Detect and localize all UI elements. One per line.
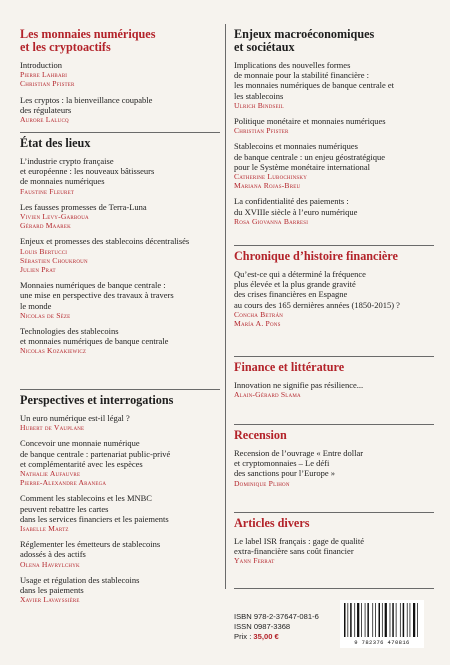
article-title: Monnaies numériques de banque centrale : une mise en perspective des travaux à travers le monde [20, 280, 174, 311]
article-authors [234, 217, 434, 226]
author-name: Christian Pfister [234, 126, 289, 136]
price-label: Prix : [234, 632, 254, 641]
issn-text: ISSN 0987-3368 [234, 622, 291, 631]
article-authors [234, 172, 434, 190]
article-authors [20, 70, 220, 88]
article-title: Recension de l’ouvrage « Entre dollar et cryptomonnaies – Le défi des sanctions pour l’Europe » [234, 448, 364, 479]
author-name: María A. Pons [234, 319, 281, 329]
article-entry [234, 116, 434, 135]
article-authors [20, 247, 220, 275]
author-name: Yann Ferrat [234, 556, 275, 566]
article-entry [20, 156, 220, 196]
author-name: Gérard Maarek [20, 221, 71, 231]
article-entry [234, 196, 434, 226]
article-authors [20, 595, 220, 604]
article-entry [234, 380, 434, 399]
article-entry [20, 60, 220, 89]
article-authors [20, 469, 220, 487]
article-entry [20, 95, 220, 125]
article-title: L’industrie crypto française et européenne : les nouveaux bâtisseurs de monnaies numériques [20, 156, 155, 187]
author-name: Sébastien Choukroun [20, 255, 88, 265]
barcode [340, 600, 424, 648]
article-entry [234, 141, 434, 190]
author-name: Catherine Lubochinsky [234, 172, 308, 182]
left-section-separator-1 [20, 132, 220, 133]
right-section-separator-2 [234, 356, 434, 357]
author-name: Hubert de Vauplane [20, 423, 85, 433]
author-name: Alain-Gérard Slama [234, 390, 301, 400]
article-authors [234, 479, 434, 488]
article-title: Stablecoins et monnaies numériques de banque centrale : un enjeu géostratégique pour le Système monétaire international [234, 141, 386, 172]
article-entry [20, 280, 220, 320]
section-title: Enjeux macroéconomiques et sociétaux [234, 27, 375, 54]
section-title: Articles divers [234, 516, 310, 530]
article-entry [20, 438, 220, 487]
price-line [234, 632, 319, 642]
article-title: Technologies des stablecoins et monnaies numériques de banque centrale [20, 326, 169, 347]
article-authors [20, 115, 220, 124]
barcode-number: 9 782376 470816 [354, 639, 410, 646]
author-name: Rosa Giovanna Barresi [234, 216, 309, 226]
section-title: Recension [234, 428, 287, 442]
column-divider [225, 24, 226, 589]
author-name: Aurore Lalucq [20, 115, 69, 125]
barcode-bars [344, 603, 420, 637]
article-entry [20, 413, 220, 432]
author-name: Nicolas de Sèze [20, 310, 71, 320]
article-authors [20, 212, 220, 230]
isbn-text: ISBN 978-2-37647-081-6 [234, 612, 319, 621]
section-enjeux-macroeconomiques-et-societaux [234, 28, 434, 232]
article-entry [20, 575, 220, 605]
author-name: Dominique Plihon [234, 478, 290, 488]
article-title: Comment les stablecoins et les MNBC peuvent rebattre les cartes dans les services financiers et les paiements [20, 493, 169, 524]
article-title: Les cryptos : la bienveillance coupable des régulateurs [20, 94, 153, 115]
article-authors [234, 556, 434, 565]
article-entry [234, 448, 434, 488]
article-authors [234, 310, 434, 328]
article-authors [20, 524, 220, 533]
article-title: Introduction [20, 60, 63, 70]
right-section-separator-4 [234, 512, 434, 513]
section-les-monnaies-numeriques-et-les-cryptoact [20, 28, 220, 130]
article-title: La confidentialité des paiements : du XVIIIe siècle à l’euro numérique [234, 196, 358, 217]
author-name: Ulrich Bindseil [234, 100, 284, 110]
section-articles-divers [234, 517, 434, 572]
article-title: Innovation ne signifie pas résilience... [234, 380, 364, 390]
article-title: Les fausses promesses de Terra-Luna [20, 201, 147, 212]
publication-info [234, 612, 319, 642]
section-finance-et-litterature [234, 361, 434, 405]
article-title: Usage et régulation des stablecoins dans les paiements [20, 574, 140, 596]
section-chronique-d-histoire-financiere [234, 250, 434, 334]
right-section-separator-1 [234, 245, 434, 246]
article-authors [234, 390, 434, 399]
article-title: Réglementer les émetteurs de stablecoins adossés à des actifs [20, 539, 161, 560]
price-value: 35,00 € [253, 632, 279, 641]
article-authors [20, 346, 220, 355]
article-authors [234, 101, 434, 110]
left-section-separator-2 [20, 389, 220, 390]
article-title: Enjeux et promesses des stablecoins décentralisés [20, 236, 190, 247]
author-name: Concha Betrán [234, 309, 284, 319]
author-name: Olena Havrylchyk [20, 559, 80, 569]
section-recension [234, 429, 434, 494]
article-title: Politique monétaire et monnaies numériques [234, 116, 386, 127]
section-title: Finance et littérature [234, 360, 345, 374]
article-entry [234, 60, 434, 110]
author-name: Vivien Levy-Garboua [20, 212, 89, 222]
author-name: Nicolas Kozakiewicz [20, 346, 87, 356]
article-entry [20, 493, 220, 533]
author-name: Christian Pfister [20, 79, 75, 89]
author-name: Faustine Fleuret [20, 186, 75, 196]
section-perspectives-et-interrogations [20, 394, 220, 610]
section-title: Chronique d’histoire financière [234, 249, 398, 263]
author-name: Xavier Lavayssière [20, 595, 80, 605]
author-name: Pierre Lahbabi [20, 70, 68, 80]
article-title: Un euro numérique est-il légal ? [20, 413, 130, 423]
article-entry [20, 539, 220, 569]
article-authors [234, 126, 434, 135]
article-title: Le label ISR français : gage de qualité extra-financière sans coût financier [234, 536, 365, 557]
author-name: Isabelle Martz [20, 524, 69, 534]
article-entry [20, 202, 220, 231]
author-name: Julien Prat [20, 265, 56, 275]
article-entry [20, 326, 220, 356]
author-name: Nathalie Aufauvre [20, 469, 81, 479]
article-title: Concevoir une monnaie numérique de banque centrale : partenariat public-privé et complémentarité avec les espèces [20, 438, 171, 469]
section-etat-des-lieux [20, 137, 220, 362]
article-entry [20, 236, 220, 274]
article-title: Implications des nouvelles formes de monnaie pour la stabilité financière : les monnaies numériques de banque centrale et les stablecoins [234, 60, 395, 101]
article-authors [20, 423, 220, 432]
section-title: Les monnaies numériques et les cryptoactifs [20, 27, 156, 54]
author-name: Louis Bertucci [20, 246, 68, 256]
right-section-separator-5 [234, 588, 434, 589]
right-section-separator-3 [234, 424, 434, 425]
author-name: Mariana Rojas-Breu [234, 181, 301, 191]
article-authors [20, 311, 220, 320]
article-authors [20, 187, 220, 196]
article-authors [20, 560, 220, 569]
section-title: État des lieux [20, 136, 91, 150]
author-name: Pierre-Alexandre Aranega [20, 478, 107, 488]
article-entry [234, 536, 434, 566]
article-title: Qu’est-ce qui a déterminé la fréquence plus élevée et la plus grande gravité des crises financières en Espagne au cours des 165 dernières années (1850-2015) ? [234, 269, 400, 310]
section-title: Perspectives et interrogations [20, 393, 174, 407]
article-entry [234, 269, 434, 328]
